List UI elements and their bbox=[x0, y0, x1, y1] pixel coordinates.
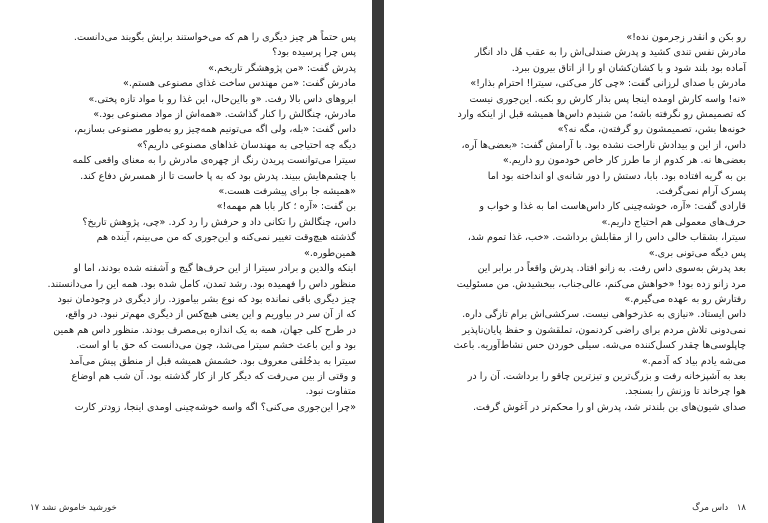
left-page bbox=[0, 0, 372, 523]
left-page-footer bbox=[24, 503, 117, 513]
text-line: هوا چرخاند تا وزنش را بسنجد. bbox=[624, 386, 746, 398]
text-line: رو بکن و انقدر زجرمون نده!» bbox=[626, 32, 746, 43]
text-line: «همیشه جا برای پیشرفت هست.» bbox=[218, 186, 356, 198]
text-line: با چشم‌هایش ببیند. پدرش بود که به پا خاست تا از همسرش دفاع کند. bbox=[80, 170, 356, 182]
text-line: همین‌طوره.» bbox=[304, 247, 356, 259]
book-title: داس مرگ bbox=[692, 503, 729, 513]
text-line: ابروهای داس بالا رفت. «و بااین‌حال، این غذا رو با مواد تازه پختی.» bbox=[88, 93, 356, 105]
text-line: مادرش، چنگالش را کنار گذاشت. «همه‌اش از مواد مصنوعی بود.» bbox=[93, 109, 356, 121]
text-line: دیگه چه احتیاجی به مهندسان غذاهای مصنوعی داریم؟» bbox=[136, 139, 356, 151]
text-line: «نه! واسه کارش اومده اینجا پس بذار کارش رو بکنه. این‌جوری نیست bbox=[469, 93, 746, 105]
text-line: در طرح کلی جهان، همه به یک اندازه بی‌مصرف بودند. منظور داس هم همین bbox=[53, 324, 356, 336]
text-line: آماده بود بلند شود و با کشان‌کشان او را از اتاق بیرون ببرد. bbox=[511, 62, 746, 74]
text-line: داس گفت: «بله، ولی اگه می‌تونیم همه‌چیز رو به‌طور مصنوعی بسازیم، bbox=[74, 124, 356, 136]
text-line: پس حتماً هر چیز دیگری را هم که می‌خواستند برایش بگویند می‌دانست. bbox=[73, 32, 356, 43]
page-number: ۱۸ bbox=[736, 503, 746, 513]
text-line: نمی‌دونی تلاش مردم برای راضی کردنمون، تملقشون و حفظ پایان‌ناپذیر bbox=[462, 324, 746, 336]
text-line: می‌شه یادم بیاد که آدمم.» bbox=[641, 355, 746, 367]
text-line: اینکه والدین و برادر سیترا از این حرف‌ها گیج و آشفته شده بودند، اما او bbox=[73, 263, 356, 275]
text-line: پسرک آرام نمی‌گرفت. bbox=[655, 186, 746, 198]
text-line: مرد زانو زده بود! «خواهش می‌کنم، عالی‌جناب، ببخشیدش. من مسئولیت bbox=[456, 278, 746, 290]
text-line: حرف‌های معمولی هم احتیاج داریم.» bbox=[601, 216, 746, 228]
text-line: بعضی‌ها نه. هر کدوم از ما طرز کار خاص خودمون رو داریم.» bbox=[502, 155, 746, 167]
text-line: چاپلوسی‌ها چقدر کسل‌کننده می‌شه. سیلی خوردن حس نشاط‌آوریه. باعث bbox=[453, 340, 746, 352]
text-line: مادرش با صدای لرزانی گفت: «چی کار می‌کنی، سیترا! احترام بذار!» bbox=[470, 78, 746, 90]
text-line: پدرش گفت: «من پژوهشگر تاریخم.» bbox=[208, 62, 356, 74]
text-line: خونه‌ها بشن، تصمیمشون رو گرفته‌ن، مگه نه؟» bbox=[557, 124, 746, 136]
right-page-text bbox=[410, 30, 746, 415]
text-line: سیترا می‌توانست پریدن رنگ از چهره‌ی مادرش را به معنای واقعی کلمه bbox=[72, 155, 356, 167]
text-line: داس ایستاد. «نیازی به عذرخواهی نیست. سرکشی‌اش برام تازگی داره. bbox=[462, 309, 746, 321]
text-line: داس، چنگالش را تکانی داد و حرفش را رد کرد. «چی، پژوهش تاریخ؟ bbox=[82, 216, 356, 228]
right-page bbox=[384, 0, 768, 523]
text-line: «چرا این‌جوری می‌کنی؟ اگه واسه خوشه‌چینی اومدی اینجا، زودتر کارت bbox=[74, 401, 356, 413]
text-line: متفاوت نبود. bbox=[305, 386, 356, 398]
text-line: که از آن سر در بیاوریم و این یعنی هیچ‌کس از دیگری مهم‌تر نبود. در واقع، bbox=[64, 309, 356, 321]
text-line: پس دیگه می‌تونی بری.» bbox=[648, 247, 746, 259]
text-line: سیترا، بشقاب خالی داس را از مقابلش برداشت. «خب، غذا تموم شد، bbox=[467, 232, 746, 244]
text-line: قارادی گفت: «آره، خوشه‌چینی کار داس‌هاست اما به غذا و خواب و bbox=[479, 201, 746, 213]
text-line: مادرش نفس تندی کشید و پدرش صندلی‌اش را به عقب هُل داد انگار bbox=[474, 47, 746, 59]
page-number: ۱۷ bbox=[30, 503, 40, 513]
text-line: پس چرا پرسیده بود؟ bbox=[272, 47, 356, 59]
text-line: که تصمیمش رو نگرفته باشه؛ من شنیدم داس‌ها همیشه قبل از اینکه وارد bbox=[457, 109, 746, 121]
text-line: داس، از این و بیدادش ناراحت نشده بود. با آرامش گفت: «بعضی‌ها آره، bbox=[461, 139, 746, 151]
text-line: بن به گریه افتاده بود. بابا، دستش را دور شانه‌ی او انداخته بود اما bbox=[487, 170, 746, 182]
text-line: بعد به آشپزخانه رفت و بزرگ‌ترین و تیزترین چاقو را برداشت. آن را در bbox=[467, 370, 746, 382]
book-gutter bbox=[372, 0, 384, 523]
text-line: صدای شیون‌های بن بلندتر شد، پدرش او را محکم‌تر در آغوش گرفت. bbox=[472, 401, 746, 413]
text-line: و وقتی از بین می‌رفت که دیگر کار از کار گذشته بود. آن شب هم اوضاع bbox=[71, 370, 356, 382]
text-line: بود و این باعث خشم سیترا می‌شد، چون می‌دانست که حق با او است. bbox=[76, 340, 356, 352]
book-title: خورشید خاموش نشد bbox=[41, 503, 117, 513]
text-line: مادرش گفت: «من مهندس ساخت غذای مصنوعی هستم.» bbox=[123, 78, 356, 90]
text-line: گذشته هیچ‌وقت تغییر نمی‌کنه و این‌جوری که من می‌بینم، آینده هم bbox=[96, 232, 356, 244]
left-page-text bbox=[24, 30, 356, 415]
text-line: رفتارش رو به عهده می‌گیرم.» bbox=[624, 293, 746, 305]
text-line: بعد پدرش به‌سوی داس رفت. به زانو افتاد. پدرش واقعاً در برابر این bbox=[477, 263, 746, 275]
text-line: چیز دیگری باقی نمانده بود که نوع بشر بیاموزد. راز دیگری در وجودمان نبود bbox=[57, 293, 356, 305]
text-line: منظور داس را فهمیده بود. رشد تمدن، کامل شده بود. همه این را می‌دانستند. bbox=[47, 278, 356, 290]
text-line: بن گفت: «آره ؛ کار بابا هم مهمه!» bbox=[216, 201, 356, 213]
right-page-footer bbox=[692, 503, 746, 513]
text-line: سیترا به بدخُلقی معروف بود. خشمش همیشه قبل از منطق پیش می‌آمد bbox=[69, 355, 356, 367]
